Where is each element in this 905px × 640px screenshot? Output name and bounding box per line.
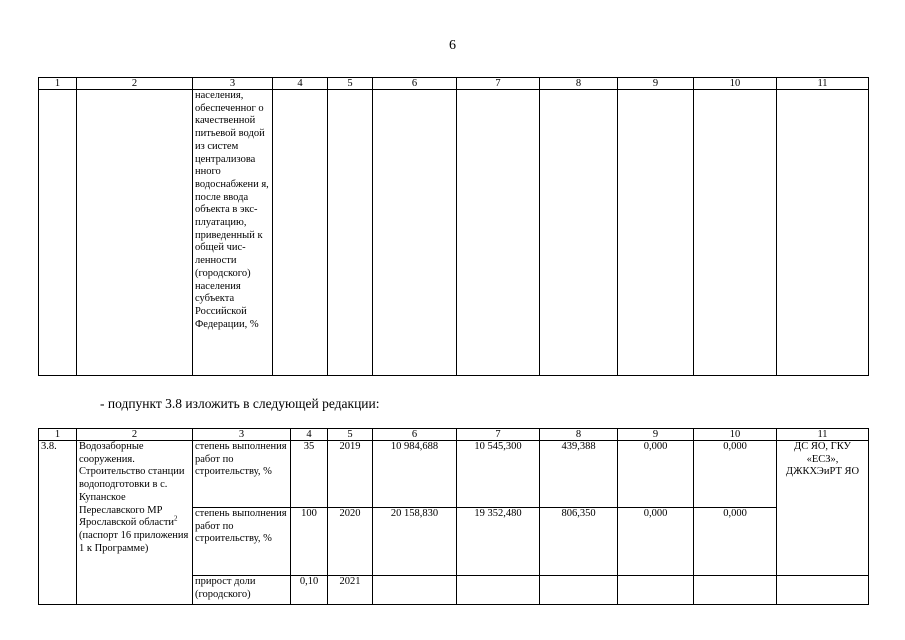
federal-cell [457,576,540,605]
cell [540,90,618,376]
instruction-text: - подпункт 3.8 изложить в следующей редакции: [100,396,380,411]
cell [457,90,540,376]
cell [273,90,328,376]
col-number: 11 [777,78,869,90]
col-number: 7 [457,78,540,90]
cell [39,90,77,376]
col-number: 9 [618,78,694,90]
continuation-table [38,77,869,376]
regional-cell: 806,350 [540,508,618,576]
other-cell: 0,000 [694,441,777,508]
col-number: 3 [193,78,273,90]
table-row [39,90,869,376]
col-number: 3 [193,429,291,441]
col-number: 8 [540,78,618,90]
indicator-cell: степень выполнения работ по строительству, % [193,508,291,576]
cell [694,90,777,376]
local-cell: 0,000 [618,441,694,508]
col-number: 6 [373,429,457,441]
col-number: 10 [694,78,777,90]
executors-cell: ДС ЯО, ГКУ «ЕСЗ», ДЖКХЭиРТ ЯО [777,441,869,576]
year-cell: 2021 [328,576,373,605]
col-number: 7 [457,429,540,441]
year-cell: 2019 [328,441,373,508]
object-name-cell [77,441,193,605]
cell [777,576,869,605]
regional-cell: 439,388 [540,441,618,508]
local-cell: 0,000 [618,508,694,576]
column-number-row [39,429,869,441]
indicator-cell: прирост доли (городского) [193,576,291,605]
object-name: Водозаборные сооружения. Строительство станции водоподготовки в с. Купанское Переславского МР Ярославской области [79,441,185,529]
footnote-mark: 2 [174,514,178,523]
total-cell [373,576,457,605]
indicator-cell: степень выполнения работ по строительству, % [193,441,291,508]
col-number: 2 [77,429,193,441]
cell [618,90,694,376]
col-number: 4 [291,429,328,441]
federal-cell: 19 352,480 [457,508,540,576]
table-row [39,441,869,508]
other-cell [694,576,777,605]
col-number: 1 [39,429,77,441]
col-number: 9 [618,429,694,441]
column-number-row [39,78,869,90]
object-name-tail: (паспорт 16 приложения 1 к Программе) [79,529,189,554]
indicator-cell: населения, обеспеченног о качественной питьевой водой из систем централизова нного водоснабжени я, после ввода объекта в экс-плуатацию, приведенный к общей чис-ленности (городского) населения субъекта Российской Федерации, % [193,90,273,376]
col-number: 1 [39,78,77,90]
cell [77,90,193,376]
col-number: 11 [777,429,869,441]
cell [328,90,373,376]
row-number: 3.8. [39,441,77,605]
local-cell [618,576,694,605]
total-cell: 20 158,830 [373,508,457,576]
cell [777,90,869,376]
col-number: 10 [694,429,777,441]
indicator-value: 35 [291,441,328,508]
page-number: 6 [449,38,456,53]
col-number: 8 [540,429,618,441]
total-cell: 10 984,688 [373,441,457,508]
indicator-value: 0,10 [291,576,328,605]
col-number: 6 [373,78,457,90]
col-number: 5 [328,78,373,90]
cell [373,90,457,376]
program-table [38,428,869,605]
indicator-value: 100 [291,508,328,576]
year-cell: 2020 [328,508,373,576]
col-number: 4 [273,78,328,90]
col-number: 2 [77,78,193,90]
regional-cell [540,576,618,605]
federal-cell: 10 545,300 [457,441,540,508]
other-cell: 0,000 [694,508,777,576]
col-number: 5 [328,429,373,441]
